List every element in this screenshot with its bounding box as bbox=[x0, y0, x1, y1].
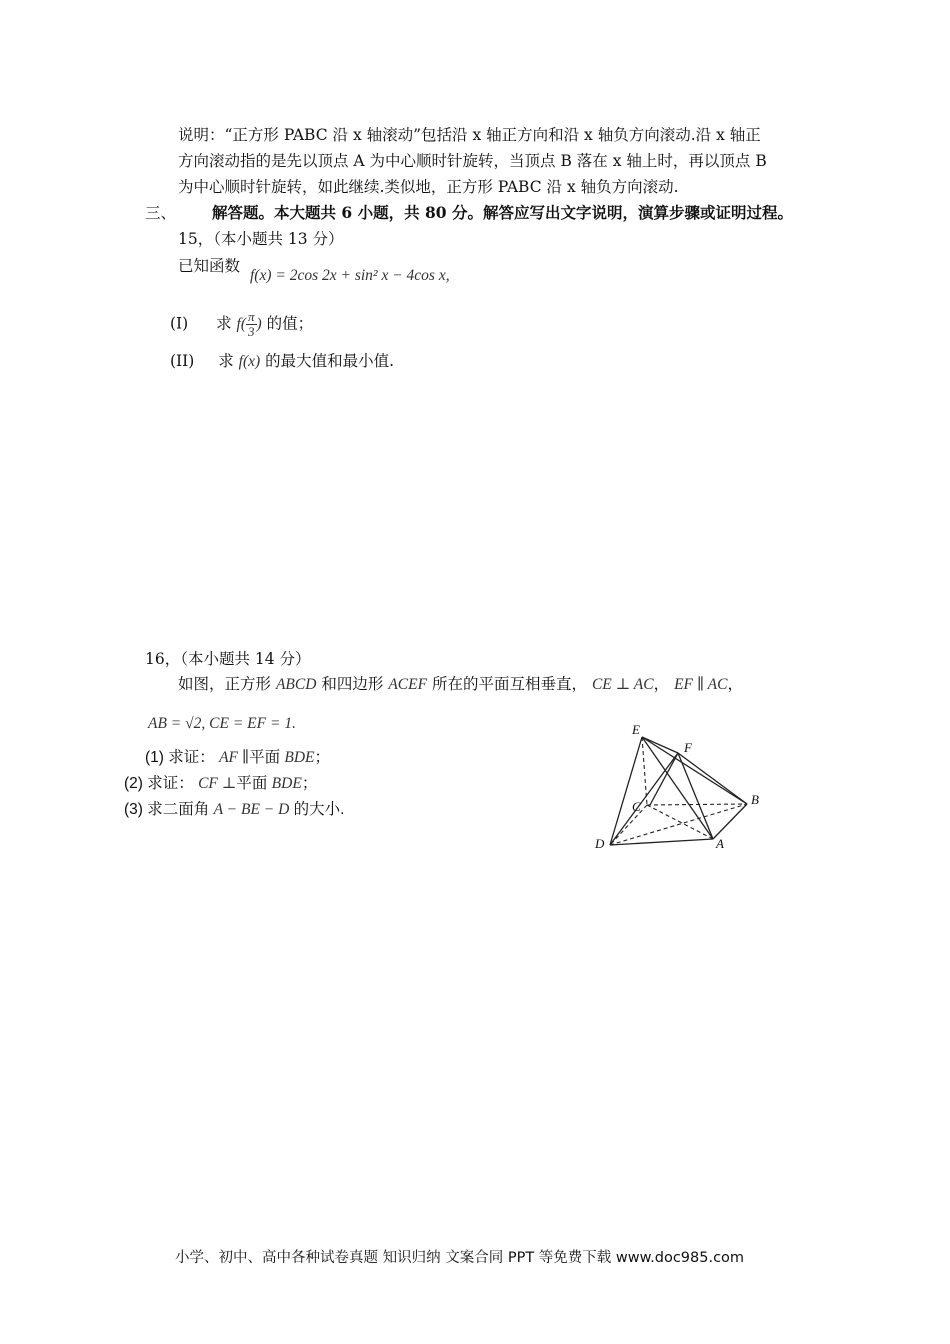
label-F: F bbox=[684, 740, 692, 755]
q16-header: 16，（本小题共 14 分） bbox=[145, 650, 311, 668]
q15-part1-label: (I) bbox=[170, 314, 189, 333]
q16-part1-label: (1) 求证： bbox=[145, 749, 215, 766]
q15-part1 bbox=[170, 310, 313, 339]
q16-part2-text: 平面 bbox=[236, 775, 268, 792]
q16-line1-text-c: 所在的平面互相垂直， bbox=[432, 675, 588, 693]
q15-part1-pre: 求 bbox=[216, 314, 232, 333]
q16-part2-end: ； bbox=[301, 775, 318, 792]
label-C: C bbox=[632, 799, 641, 814]
q16-line1-text-a: 如图，正方形 bbox=[178, 675, 272, 693]
label-B: B bbox=[751, 792, 759, 807]
q15-intro: 已知函数 bbox=[178, 257, 241, 275]
q16-math-ef-parallel-ac: EF ∥ AC bbox=[674, 676, 728, 693]
q16-math-acef: ACEF bbox=[388, 676, 428, 693]
edge-ED bbox=[610, 737, 642, 845]
q15-part2-pre: 求 bbox=[218, 352, 234, 370]
q16-part1 bbox=[145, 745, 330, 771]
q16-part3-math: A − BE − D bbox=[213, 801, 290, 818]
q15-formula: f(x) = 2cos 2x + sin² x − 4cos x, bbox=[250, 267, 450, 284]
q16-line1-text-b: 和四边形 bbox=[321, 675, 384, 693]
fraction-denominator: 3 bbox=[248, 324, 255, 339]
q16-part3-text: 的大小. bbox=[293, 801, 345, 818]
label-E: E bbox=[632, 722, 640, 737]
q15-part2-post: 的最大值和最小值. bbox=[265, 352, 395, 370]
edge-CA-hidden bbox=[647, 805, 713, 839]
q16-line1-text-d: ， bbox=[653, 675, 670, 693]
label-D: D bbox=[595, 836, 605, 851]
q16-part2-math: CF ⊥ bbox=[198, 775, 237, 792]
q15-header: 15，（本小题共 13 分） bbox=[178, 230, 344, 248]
edge-CF bbox=[650, 753, 678, 805]
q16-part2-label: (2) 求证： bbox=[124, 775, 194, 792]
q16-part3-label: (3) 求二面角 bbox=[124, 801, 210, 818]
q16-math-abcd: ABCD bbox=[275, 676, 317, 693]
q16-part1-end: ； bbox=[314, 749, 331, 766]
q16-part1-math2: BDE bbox=[284, 749, 315, 766]
q15-part2 bbox=[170, 348, 394, 375]
edge-EC-hidden bbox=[642, 737, 647, 805]
q16-line1-text-e: ， bbox=[727, 675, 743, 693]
q15-part2-func: f(x) bbox=[238, 353, 261, 370]
q15-part1-func: f( bbox=[236, 315, 247, 333]
note-line-2: 方向滚动指的是先以顶点 A 为中心顺时针旋转，当顶点 B 落在 x 轴上时，再以顶点 B bbox=[178, 152, 767, 170]
q16-line1 bbox=[178, 671, 743, 698]
fraction-numerator: π bbox=[248, 309, 255, 324]
q16-line2: AB = √2, CE = EF = 1. bbox=[148, 715, 296, 732]
geometry-figure bbox=[585, 715, 775, 885]
q16-part1-math: AF ∥ bbox=[219, 749, 250, 766]
pi-over-3-fraction bbox=[246, 310, 257, 339]
edge-CB-hidden bbox=[647, 804, 747, 805]
section-heading: 解答题。本大题共 6 小题，共 80 分。解答应写出文字说明，演算步骤或证明过程。 bbox=[212, 203, 793, 222]
section-number: 三、 bbox=[145, 204, 177, 222]
q16-part3 bbox=[124, 797, 344, 823]
q16-part2-math2: BDE bbox=[271, 775, 302, 792]
q15-part2-label: (II) bbox=[170, 352, 195, 370]
label-A: A bbox=[716, 836, 724, 851]
q16-math-ce-perp-ac: CE ⊥ AC bbox=[591, 676, 654, 693]
q15-part1-close: ) bbox=[256, 315, 262, 333]
edge-AB bbox=[713, 804, 747, 839]
q16-part1-text: 平面 bbox=[249, 749, 281, 766]
page-footer: 小学、初中、高中各种试卷真题 知识归纳 文案合同 PPT 等免费下载 www.doc985.com bbox=[175, 1250, 745, 1266]
note-line-1: 说明：“正方形 PABC 沿 x 轴滚动”包括沿 x 轴正方向和沿 x 轴负方向滚动.沿 x 轴正 bbox=[178, 126, 761, 144]
q16-part2 bbox=[124, 771, 317, 797]
q15-part1-post: 的值； bbox=[266, 314, 314, 333]
note-line-3: 为中心顺时针旋转，如此继续.类似地，正方形 PABC 沿 x 轴负方向滚动. bbox=[178, 178, 679, 196]
